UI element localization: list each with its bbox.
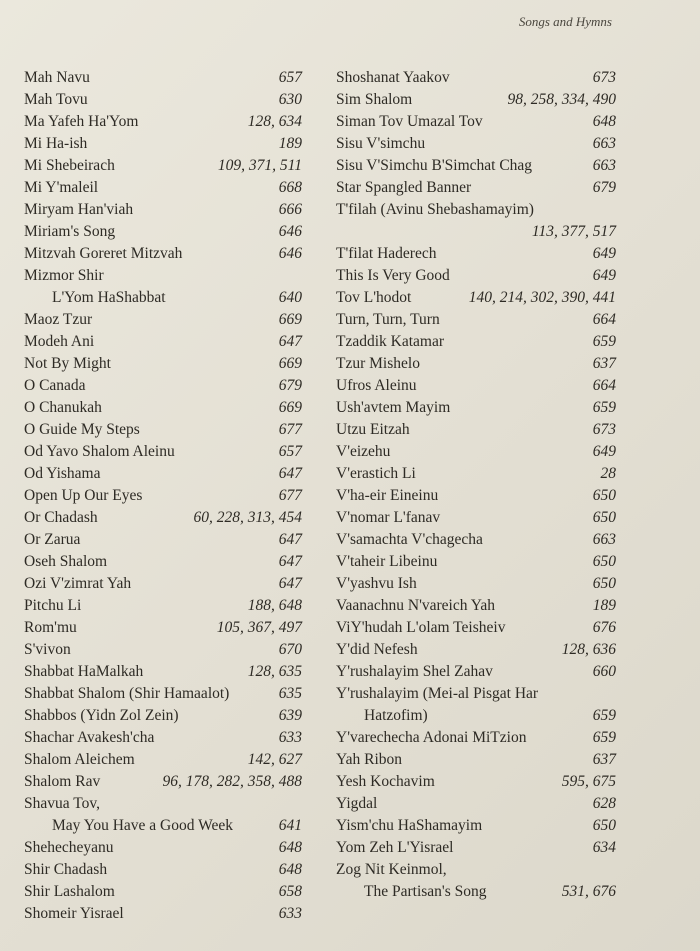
- entry-page-numbers: 650: [592, 817, 616, 834]
- entry-title: The Partisan's Song: [364, 883, 487, 900]
- index-entry: [336, 727, 616, 749]
- index-entry: [24, 529, 302, 551]
- entry-page-numbers: 659: [592, 399, 616, 416]
- entry-page-numbers: 647: [278, 575, 302, 592]
- index-entry: [336, 155, 616, 177]
- index-entry: [336, 177, 616, 199]
- entry-page-numbers: 635: [278, 685, 302, 702]
- entry-title: Shoshanat Yaakov: [336, 69, 450, 86]
- index-entry: [336, 617, 616, 639]
- entry-title: Tzaddik Katamar: [336, 333, 445, 350]
- entry-page-numbers: 113, 377, 517: [531, 223, 616, 240]
- entry-title: Ush'avtem Mayim: [336, 399, 451, 416]
- entry-title: Turn, Turn, Turn: [336, 311, 440, 328]
- entry-title: Shavua Tov,: [24, 795, 100, 812]
- entry-page-numbers: 647: [278, 531, 302, 548]
- entry-page-numbers: 189: [592, 597, 616, 614]
- entry-title: Yism'chu HaShamayim: [336, 817, 483, 834]
- entry-title: S'vivon: [24, 641, 71, 658]
- index-entry: [24, 595, 302, 617]
- index-entry: [336, 397, 616, 419]
- entry-title: Or Chadash: [24, 509, 98, 526]
- index-entry: [336, 243, 616, 265]
- index-entry: [336, 199, 616, 221]
- entry-title: V'erastich Li: [336, 465, 416, 482]
- entry-page-numbers: 60, 228, 313, 454: [193, 509, 302, 526]
- index-entry: [24, 859, 302, 881]
- index-entry: [336, 331, 616, 353]
- entry-title: Miryam Han'viah: [24, 201, 134, 218]
- index-entry: [24, 551, 302, 573]
- index-entry: [336, 265, 616, 287]
- index-entry: [24, 309, 302, 331]
- index-entry: [336, 529, 616, 551]
- entry-page-numbers: 679: [592, 179, 616, 196]
- entry-title: Shomeir Yisrael: [24, 905, 124, 922]
- entry-page-numbers: 640: [278, 289, 302, 306]
- entry-title: Or Zarua: [24, 531, 81, 548]
- entry-page-numbers: 650: [592, 487, 616, 504]
- entry-page-numbers: 669: [278, 311, 302, 328]
- index-entry: [24, 441, 302, 463]
- entry-page-numbers: 98, 258, 334, 490: [507, 91, 616, 108]
- entry-page-numbers: 28: [600, 465, 616, 482]
- entry-page-numbers: 634: [592, 839, 616, 856]
- entry-page-numbers: 639: [278, 707, 302, 724]
- entry-page-numbers: 648: [278, 861, 302, 878]
- entry-title: Mi Ha-ish: [24, 135, 88, 152]
- entry-title: V'taheir Libeinu: [336, 553, 438, 570]
- index-entry: [336, 89, 616, 111]
- entry-page-numbers: 105, 367, 497: [216, 619, 302, 636]
- entry-page-numbers: 649: [592, 267, 616, 284]
- entry-page-numbers: 659: [592, 707, 616, 724]
- index-entry: [24, 617, 302, 639]
- entry-title: V'nomar L'fanav: [336, 509, 441, 526]
- entry-page-numbers: 646: [278, 223, 302, 240]
- index-entry: [336, 683, 616, 705]
- entry-page-numbers: 188, 648: [247, 597, 302, 614]
- index-entry: [24, 573, 302, 595]
- entry-title: V'samachta V'chagecha: [336, 531, 483, 548]
- entry-page-numbers: 128, 634: [247, 113, 302, 130]
- entry-title: V'eizehu: [336, 443, 391, 460]
- entry-page-numbers: 670: [278, 641, 302, 658]
- entry-title: Mah Tovu: [24, 91, 88, 108]
- entry-title: Ma Yafeh Ha'Yom: [24, 113, 139, 130]
- entry-page-numbers: 628: [592, 795, 616, 812]
- entry-title: Yigdal: [336, 795, 378, 812]
- entry-title: Shehecheyanu: [24, 839, 114, 856]
- entry-title: Yesh Kochavim: [336, 773, 435, 790]
- index-entry: [24, 419, 302, 441]
- entry-page-numbers: 649: [592, 443, 616, 460]
- entry-title: Sisu V'Simchu B'Simchat Chag: [336, 157, 533, 174]
- index-entry: [24, 221, 302, 243]
- entry-title: Sisu V'simchu: [336, 135, 426, 152]
- index-entry-continuation: [336, 705, 616, 727]
- index-entry: [24, 243, 302, 265]
- entry-title: May You Have a Good Week: [52, 817, 233, 834]
- index-entry: [336, 639, 616, 661]
- index-entry: [24, 111, 302, 133]
- entry-page-numbers: 646: [278, 245, 302, 262]
- entry-page-numbers: 664: [592, 311, 616, 328]
- index-entry: [24, 331, 302, 353]
- index-entry: [336, 837, 616, 859]
- entry-title: O Canada: [24, 377, 86, 394]
- index-entry: [24, 683, 302, 705]
- index-entry: [336, 375, 616, 397]
- entry-page-numbers: 673: [592, 69, 616, 86]
- entry-page-numbers: 140, 214, 302, 390, 441: [468, 289, 616, 306]
- entry-title: Utzu Eitzah: [336, 421, 410, 438]
- entry-title: Oseh Shalom: [24, 553, 108, 570]
- entry-page-numbers: 648: [278, 839, 302, 856]
- entry-page-numbers: 660: [592, 663, 616, 680]
- index-entry: [24, 155, 302, 177]
- entry-page-numbers: 657: [278, 443, 302, 460]
- entry-title: Vaanachnu N'vareich Yah: [336, 597, 496, 614]
- entry-page-numbers: 659: [592, 333, 616, 350]
- index-column-right: [336, 67, 616, 903]
- entry-page-numbers: 647: [278, 333, 302, 350]
- entry-title: Y'did Nefesh: [336, 641, 418, 658]
- index-entry: [336, 573, 616, 595]
- entry-page-numbers: 109, 371, 511: [217, 157, 302, 174]
- index-entry: [24, 397, 302, 419]
- entry-page-numbers: 630: [278, 91, 302, 108]
- entry-title: O Guide My Steps: [24, 421, 140, 438]
- entry-title: Mi Shebeirach: [24, 157, 115, 174]
- entry-page-numbers: 637: [592, 355, 616, 372]
- index-entry: [336, 815, 616, 837]
- index-entry: [24, 265, 302, 287]
- entry-page-numbers: 648: [592, 113, 616, 130]
- entry-title: T'filat Haderech: [336, 245, 437, 262]
- index-entry: [336, 133, 616, 155]
- entry-title: Sim Shalom: [336, 91, 413, 108]
- index-entry: [24, 177, 302, 199]
- entry-title: Open Up Our Eyes: [24, 487, 143, 504]
- index-entry: [24, 375, 302, 397]
- entry-page-numbers: 669: [278, 399, 302, 416]
- entry-title: Not By Might: [24, 355, 111, 372]
- index-entry-continuation: [336, 221, 616, 243]
- entry-title: This Is Very Good: [336, 267, 450, 284]
- entry-page-numbers: 677: [278, 421, 302, 438]
- entry-title: Hatzofim): [364, 707, 428, 724]
- entry-page-numbers: 679: [278, 377, 302, 394]
- entry-title: Tzur Mishelo: [336, 355, 420, 372]
- index-entry: [336, 749, 616, 771]
- entry-title: Miriam's Song: [24, 223, 116, 240]
- entry-title: ViY'hudah L'olam Teisheiv: [336, 619, 506, 636]
- index-entry: [24, 771, 302, 793]
- entry-page-numbers: 663: [592, 135, 616, 152]
- entry-page-numbers: 96, 178, 282, 358, 488: [162, 773, 302, 790]
- index-entry: [24, 705, 302, 727]
- entry-title: Shabbat Shalom (Shir Hamaalot): [24, 685, 230, 702]
- index-entry: [336, 441, 616, 463]
- entry-page-numbers: 677: [278, 487, 302, 504]
- entry-title: Mah Navu: [24, 69, 90, 86]
- index-entry-continuation: [336, 881, 616, 903]
- index-entry: [336, 353, 616, 375]
- entry-title: Star Spangled Banner: [336, 179, 472, 196]
- index-entry: [24, 89, 302, 111]
- entry-page-numbers: 531, 676: [561, 883, 616, 900]
- entry-title: Mitzvah Goreret Mitzvah: [24, 245, 183, 262]
- index-entry-continuation: [24, 815, 302, 837]
- entry-title: Shabbos (Yidn Zol Zein): [24, 707, 179, 724]
- index-entry: [24, 353, 302, 375]
- index-entry: [336, 463, 616, 485]
- entry-title: Od Yavo Shalom Aleinu: [24, 443, 175, 460]
- index-entry: [24, 463, 302, 485]
- entry-page-numbers: 650: [592, 575, 616, 592]
- index-entry: [336, 793, 616, 815]
- entry-page-numbers: 668: [278, 179, 302, 196]
- index-entry-continuation: [24, 287, 302, 309]
- index-entry: [24, 837, 302, 859]
- entry-page-numbers: 142, 627: [247, 751, 302, 768]
- index-entry: [24, 881, 302, 903]
- index-entry: [336, 551, 616, 573]
- entry-page-numbers: 673: [592, 421, 616, 438]
- index-entry: [24, 903, 302, 925]
- entry-title: Mi Y'maleil: [24, 179, 99, 196]
- index-entry: [336, 661, 616, 683]
- entry-page-numbers: 128, 635: [247, 663, 302, 680]
- entry-page-numbers: 641: [278, 817, 302, 834]
- entry-page-numbers: 647: [278, 553, 302, 570]
- entry-title: Od Yishama: [24, 465, 101, 482]
- entry-title: V'yashvu Ish: [336, 575, 417, 592]
- index-entry: [336, 507, 616, 529]
- index-column-left: [24, 67, 302, 925]
- index-entry: [24, 133, 302, 155]
- entry-title: Shachar Avakesh'cha: [24, 729, 155, 746]
- index-entry: [336, 485, 616, 507]
- entry-title: Yah Ribon: [336, 751, 403, 768]
- entry-page-numbers: 658: [278, 883, 302, 900]
- index-entry: [336, 595, 616, 617]
- entry-page-numbers: 650: [592, 509, 616, 526]
- entry-page-numbers: 633: [278, 905, 302, 922]
- entry-page-numbers: 666: [278, 201, 302, 218]
- running-header: Songs and Hymns: [518, 14, 612, 29]
- entry-title: Siman Tov Umazal Tov: [336, 113, 483, 130]
- index-entry: [24, 485, 302, 507]
- entry-title: V'ha-eir Eineinu: [336, 487, 439, 504]
- entry-title: Rom'mu: [24, 619, 77, 636]
- index-entry: [336, 67, 616, 89]
- entry-page-numbers: 657: [278, 69, 302, 86]
- index-entry: [24, 67, 302, 89]
- entry-page-numbers: 633: [278, 729, 302, 746]
- entry-page-numbers: 595, 675: [561, 773, 616, 790]
- index-entry: [24, 199, 302, 221]
- entry-title: Modeh Ani: [24, 333, 95, 350]
- entry-title: Y'varechecha Adonai MiTzion: [336, 729, 527, 746]
- index-entry: [336, 309, 616, 331]
- entry-title: Shir Lashalom: [24, 883, 115, 900]
- entry-page-numbers: 650: [592, 553, 616, 570]
- entry-title: Shir Chadash: [24, 861, 108, 878]
- entry-page-numbers: 663: [592, 531, 616, 548]
- index-entry: [336, 419, 616, 441]
- index-entry: [24, 793, 302, 815]
- index-entry: [24, 727, 302, 749]
- entry-title: Y'rushalayim (Mei-al Pisgat Har: [336, 685, 539, 702]
- entry-page-numbers: 637: [592, 751, 616, 768]
- entry-page-numbers: 676: [592, 619, 616, 636]
- entry-title: Yom Zeh L'Yisrael: [336, 839, 454, 856]
- entry-title: Y'rushalayim Shel Zahav: [336, 663, 493, 680]
- entry-title: Ozi V'zimrat Yah: [24, 575, 132, 592]
- entry-page-numbers: 128, 636: [561, 641, 616, 658]
- entry-title: Shalom Aleichem: [24, 751, 135, 768]
- entry-title: T'filah (Avinu Shebashamayim): [336, 201, 534, 218]
- index-entry: [24, 749, 302, 771]
- index-entry: [336, 859, 616, 881]
- entry-title: L'Yom HaShabbat: [52, 289, 166, 306]
- index-entry: [24, 639, 302, 661]
- index-entry: [336, 771, 616, 793]
- entry-title: Tov L'hodot: [336, 289, 412, 306]
- index-entry: [336, 287, 616, 309]
- entry-page-numbers: 663: [592, 157, 616, 174]
- index-entry: [336, 111, 616, 133]
- entry-page-numbers: 189: [278, 135, 302, 152]
- index-entry: [24, 661, 302, 683]
- entry-title: O Chanukah: [24, 399, 102, 416]
- entry-page-numbers: 649: [592, 245, 616, 262]
- entry-page-numbers: 669: [278, 355, 302, 372]
- entry-title: Shalom Rav: [24, 773, 101, 790]
- entry-title: Mizmor Shir: [24, 267, 104, 284]
- entry-page-numbers: 664: [592, 377, 616, 394]
- entry-page-numbers: 659: [592, 729, 616, 746]
- entry-title: Maoz Tzur: [24, 311, 93, 328]
- entry-page-numbers: 647: [278, 465, 302, 482]
- entry-title: Zog Nit Keinmol,: [336, 861, 447, 878]
- entry-title: Pitchu Li: [24, 597, 82, 614]
- entry-title: Shabbat HaMalkah: [24, 663, 144, 680]
- entry-title: Ufros Aleinu: [336, 377, 417, 394]
- index-entry: [24, 507, 302, 529]
